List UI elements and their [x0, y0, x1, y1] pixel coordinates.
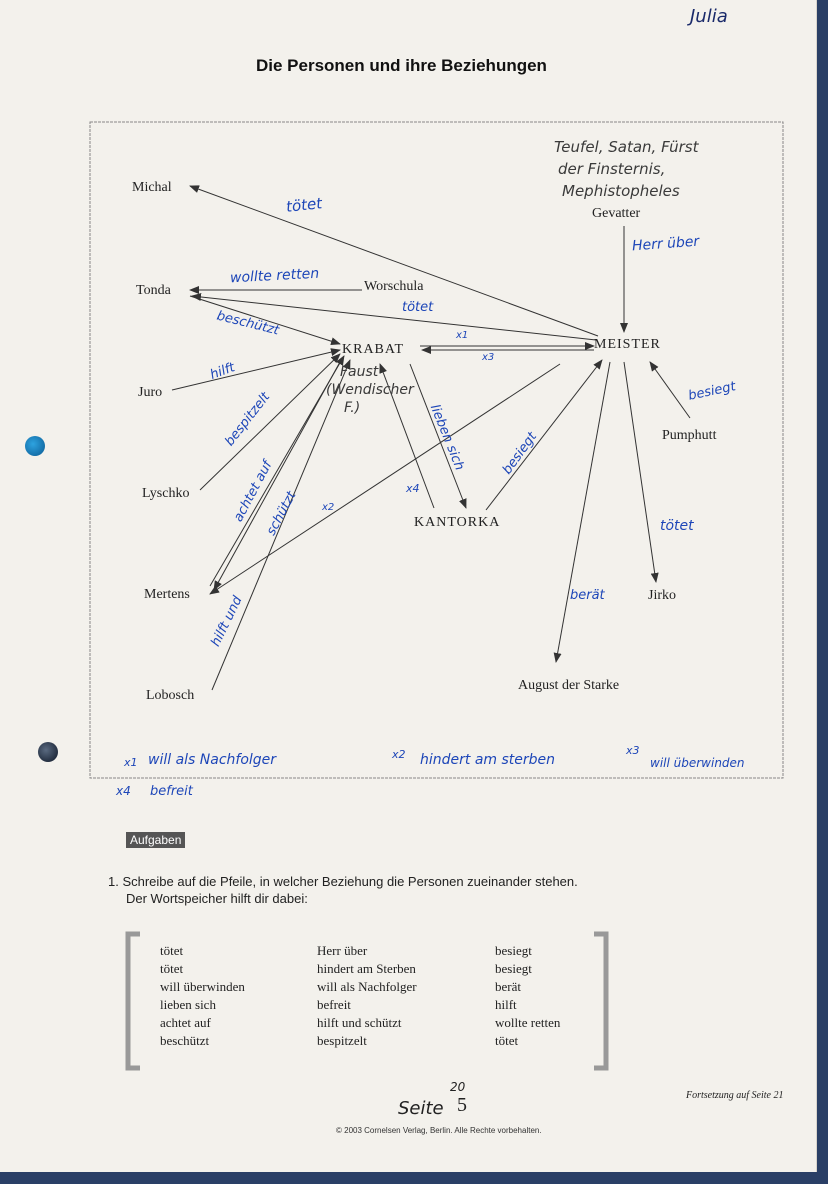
- person-juro: Juro: [138, 385, 163, 400]
- arrow-krabat-mertens: [214, 362, 340, 590]
- arrow-pumphutt-meister: [650, 362, 690, 418]
- person-gevatter: Gevatter: [592, 206, 641, 221]
- arrow-meister-michal: [190, 186, 598, 336]
- word-item: besiegt: [495, 961, 532, 976]
- person-worschula: Worschula: [364, 279, 424, 294]
- page-number-overwrite: 20: [450, 1080, 466, 1094]
- marker-x3: x3: [482, 352, 495, 363]
- word-item: hilft: [495, 997, 517, 1012]
- legend-x2-mark: x2: [392, 748, 406, 761]
- word-item: will als Nachfolger: [317, 979, 417, 994]
- word-item: tötet: [495, 1033, 519, 1048]
- person-lyschko: Lyschko: [142, 486, 190, 501]
- page-title: Die Personen und ihre Beziehungen: [256, 56, 547, 75]
- copyright: © 2003 Cornelsen Verlag, Berlin. Alle Rechte vorbehalten.: [336, 1126, 542, 1135]
- arrow-meister-august: [556, 362, 610, 662]
- legend-x2-text: hindert am sterben: [420, 752, 556, 768]
- word-column-3: [495, 942, 560, 1050]
- note-krabat-3: F.): [344, 400, 361, 416]
- label-juro-krabat: hilft: [208, 360, 237, 383]
- label-tonda-krabat: beschützt: [215, 308, 281, 339]
- word-item: hindert am Sterben: [317, 961, 416, 976]
- label-krabat-kantorka: lieben sich: [426, 402, 467, 473]
- diagram-frame: [90, 122, 783, 778]
- word-item: beschützt: [160, 1033, 210, 1048]
- label-krabat-mertens: schützt: [263, 489, 300, 538]
- word-item: tötet: [160, 943, 184, 958]
- marker-x1: x1: [456, 330, 469, 341]
- arrow-meister-jirko: [624, 362, 656, 582]
- word-item: lieben sich: [160, 997, 216, 1012]
- word-item: hilft und schützt: [317, 1015, 402, 1030]
- legend-x1-text: will als Nachfolger: [148, 752, 277, 768]
- person-august: August der Starke: [518, 678, 620, 693]
- continuation-note: Fortsetzung auf Seite 21: [686, 1090, 784, 1101]
- label-lobosch-krabat: hilft und: [208, 593, 246, 650]
- word-item: berät: [495, 979, 521, 994]
- note-gevatter-1: Teufel, Satan, Fürst: [554, 138, 699, 156]
- signature: Julia: [690, 6, 728, 27]
- label-meister-jirko: tötet: [660, 518, 694, 534]
- person-tonda: Tonda: [136, 283, 171, 298]
- person-krabat: KRABAT: [342, 342, 405, 357]
- label-gevatter-meister: Herr über: [631, 233, 700, 255]
- label-worschula-tonda: wollte retten: [229, 265, 320, 287]
- word-column-2: [317, 942, 417, 1050]
- word-item: will überwinden: [160, 979, 245, 994]
- legend-x4-text: befreit: [150, 784, 193, 799]
- legend-x4-mark: x4: [116, 784, 131, 798]
- page-number-label: Seite: [398, 1098, 444, 1119]
- word-column-1: [160, 942, 245, 1050]
- note-krabat-2: (Wendischer: [326, 382, 414, 398]
- label-lyschko-krabat: bespitzelt: [222, 389, 274, 450]
- person-lobosch: Lobosch: [146, 688, 195, 703]
- arrow-juro-krabat: [172, 350, 340, 390]
- note-gevatter-3: Mephistopheles: [562, 182, 680, 200]
- person-pumphutt: Pumphutt: [662, 428, 717, 443]
- task-1-line2: Der Wortspeicher hilft dir dabei:: [126, 891, 308, 906]
- marker-x4: x4: [406, 482, 420, 495]
- arrow-kantorka-meister: [486, 360, 602, 510]
- person-kantorka: KANTORKA: [414, 515, 501, 530]
- note-gevatter-2: der Finsternis,: [558, 160, 666, 178]
- word-item: befreit: [317, 997, 351, 1012]
- person-mertens: Mertens: [144, 587, 190, 602]
- label-pumphutt-meister: besiegt: [686, 379, 738, 404]
- tasks-badge: Aufgaben: [126, 832, 185, 848]
- marker-x2: x2: [322, 502, 335, 513]
- label-kantorka-meister: besiegt: [499, 429, 541, 478]
- label-meister-michal: tötet: [285, 194, 323, 216]
- word-item: Herr über: [317, 943, 368, 958]
- word-item: achtet auf: [160, 1015, 211, 1030]
- page-number: 5: [457, 1094, 467, 1116]
- label-meister-august: berät: [570, 588, 605, 603]
- label-mertens-krabat: achtet auf: [231, 458, 276, 525]
- task-1-line1: 1. Schreibe auf die Pfeile, in welcher Beziehung die Personen zueinander stehen.: [108, 874, 578, 889]
- legend-x3-mark: x3: [626, 744, 640, 757]
- legend-x1-mark: x1: [124, 756, 138, 769]
- label-worschula-krabat: tötet: [402, 300, 434, 315]
- note-krabat-1: Faust: [340, 364, 379, 380]
- word-item: tötet: [160, 961, 184, 976]
- word-item: besiegt: [495, 943, 532, 958]
- person-michal: Michal: [132, 180, 172, 195]
- person-meister: MEISTER: [594, 337, 661, 352]
- word-item: bespitzelt: [317, 1033, 367, 1048]
- person-jirko: Jirko: [648, 588, 676, 603]
- word-item: wollte retten: [495, 1015, 561, 1030]
- legend-x3-text: will überwinden: [650, 756, 745, 770]
